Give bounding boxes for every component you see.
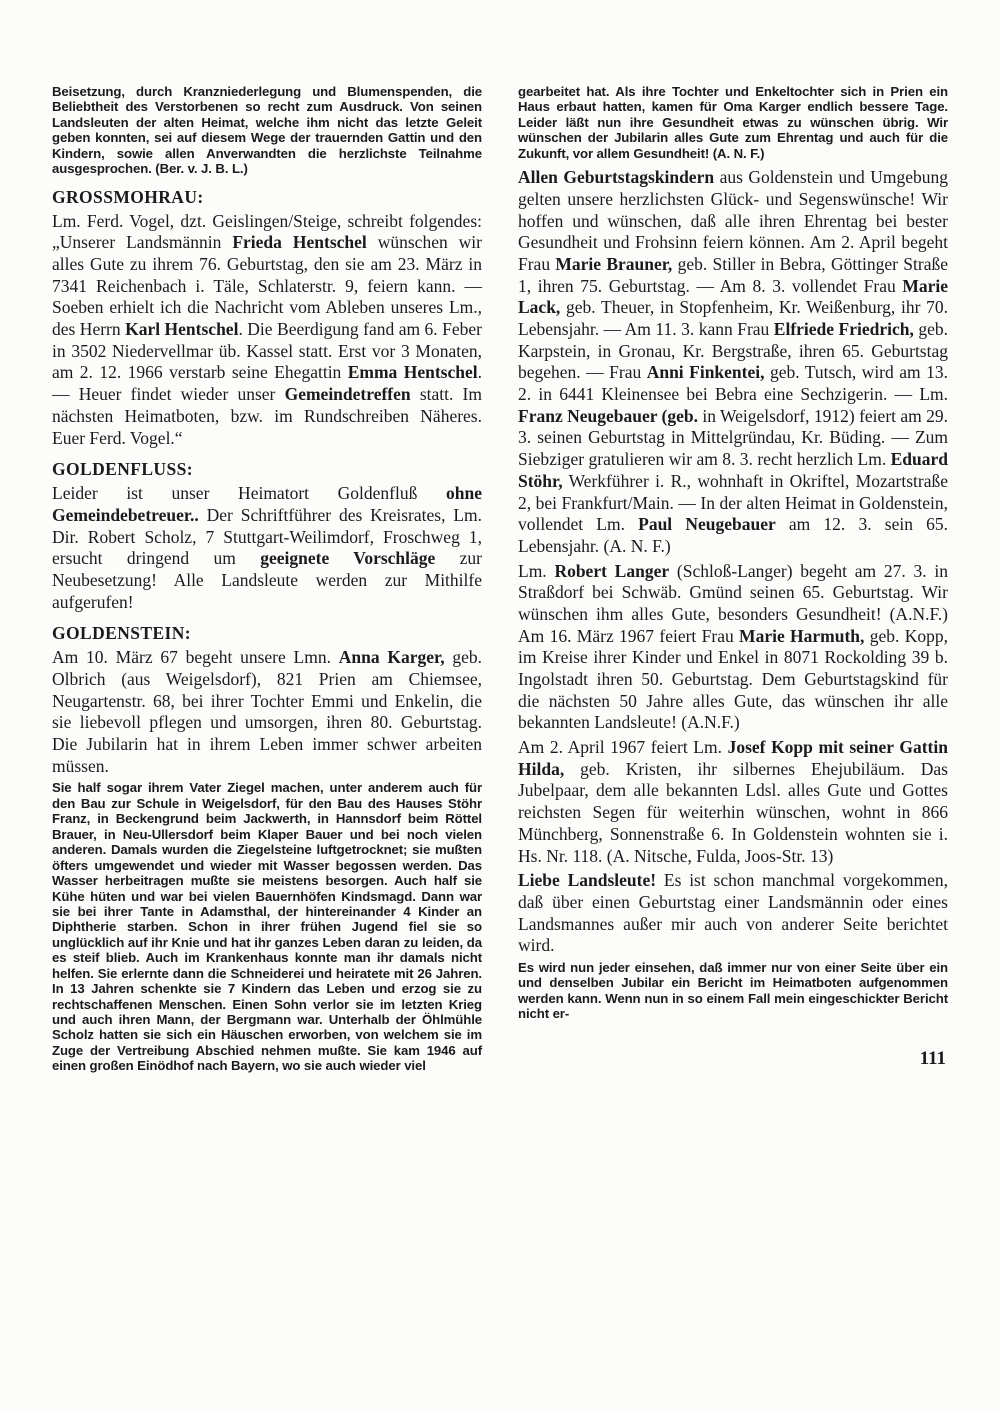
continued-obituary-paragraph: Beisetzung, durch Kranzniederlegung und Blumenspenden, die Beliebtheit des Verstorbenen so recht zum Ausdruck. Von seinen Landsleuten der alten Heimat, welche ihm nicht das letzte Geleit geben konnten, sei auf diesem Wege der trauernden Gattin und den Kindern, sowie allen Anverwandten die herzlichste Teilnahme ausgesprochen. (Ber. v. J. B. L.) — [52, 84, 482, 177]
right-column — [518, 84, 948, 1080]
kopp-anniversary-paragraph: Am 2. April 1967 feiert Lm. Josef Kopp mit seiner Gattin Hilda, geb. Kristen, ihr silbernes Ehejubiläum. Das Jubelpaar, dem alle bekannten Ldsl. alles Gute und Gottes reichsten Segen für weiterhin wünschen, wohnt in 866 Münchberg, Sonnenstraße 6. In Goldenstein wohnten sie i. Hs. Nr. 118. (A. Nitsche, Fulda, Joos-Str. 13) — [518, 737, 948, 866]
goldenfluss-paragraph: Leider ist unser Heimatort Goldenfluß ohne Gemeindebetreuer.. Der Schriftführer des Kreisrates, Lm. Dir. Robert Scholz, 7 Stuttgart-Weilimdorf, Froschweg 1, ersucht dringend um geeignete Vorschläge zur Neubesetzung! Alle Landsleute werden zur Mithilfe aufgerufen! — [52, 483, 482, 612]
continued-biography-paragraph: gearbeitet hat. Als ihre Tochter und Enkeltochter sich in Prien ein Haus erbaut hatten, kamen für Oma Karger endlich bessere Tage. Leider läßt nun ihre Gesundheit etwas zu wünschen übrig. Wir wünschen der Jubilarin alles Gute zum Ehrentag und auch für die Zukunft, vor allem Gesundheit! (A. N. F.) — [518, 84, 948, 161]
biography-paragraph: Sie half sogar ihrem Vater Ziegel machen, unter anderem auch für den Bau zur Schule in Weigelsdorf, für den Bau des Hauses Stöhr Franz, in Beckengrund beim Jackwerth, in Hannsdorf beim Röttel Brauer, in Neu-Ullersdorf beim Klaper Bauer und bei noch vielen anderen. Damals wurden die Ziegelsteine luftgetrocknet; sie mußten öfters umgewendet und wieder mit Wasser begossen werden. Das Wasser herbeitragen mußte sie meistens besorgen. Auch half sie Kühe hüten und war bei vielen Bauernhöfen Kindsmagd. Dann war sie bei ihrer Tante in Adamsthal, der hintereinander 4 Kinder an Diphtherie starben. Schon in ihrer frühen Jugend fiel sie so unglücklich auf ihr Knie und hat ihr ganzes Leben daran zu leiden, da es steif blieb. Auch im Krankenhaus konnte man ihr damals nicht helfen. Sie erlernte dann die Schneiderei und heiratete mit 26 Jahren. In 13 Jahren schenkte sie 7 Kindern das Leben und erzog sie zu rechtschaffenen Menschen. Einen Sohn verlor sie im letzten Krieg und auch ihren Mann, der Bergmann war. Unterhalb der Öhlmühle Scholz hatten sie sich ein Häuschen erworben, von welchem sie im Zuge der Vertreibung Abschied nehmen mußte. Sie kam 1946 auf einen großen Einödhof nach Bayern, wo sie auch wieder viel — [52, 780, 482, 1074]
goldenstein-paragraph: Am 10. März 67 begeht unsere Lmn. Anna Karger, geb. Olbrich (aus Weigelsdorf), 821 Prien am Chiemsee, Neugartenstr. 68, bei ihrer Tochter Emmi und Enkelin, die sie liebevoll pflegen und umsorgen, ihren 80. Geburtstag. Die Jubilarin hat in ihrem Leben immer schwer arbeiten müssen. — [52, 647, 482, 776]
section-heading-grossmohrau: GROSSMOHRAU: — [52, 186, 204, 207]
grossmohrau-paragraph: Lm. Ferd. Vogel, dzt. Geislingen/Steige, schreibt folgendes: „Unserer Landsmännin Frieda Hentschel wünschen wir alles Gute zu ihrem 76. Geburtstag, den sie am 23. März in 7341 Reichenbach i. Täle, Schlaterstr. 9, feiern kann. — Soeben erhielt ich die Nachricht vom Ableben unseres Lm., des Herrn Karl Hentschel. Die Beerdigung fand am 6. Feber in 3502 Niedervellmar üb. Kassel statt. Erst vor 3 Monaten, am 2. 12. 1966 verstarb seine Ehegattin Emma Hentschel. — Heuer findet wieder unser Gemeindetreffen statt. Im nächsten Heimatboten, bzw. im Rundschreiben Näheres. Euer Ferd. Vogel.“ — [52, 210, 483, 448]
editor-note-paragraph: Es wird nun jeder einsehen, daß immer nur von einer Seite über ein und denselben Jubilar ein Bericht im Heimatboten aufgenommen werden kann. Wenn nun in so einem Fall mein eingeschickter Bericht nicht er- — [518, 959, 948, 1022]
section-heading-goldenfluss: GOLDENFLUSS: — [52, 459, 193, 480]
two-column-layout — [52, 84, 948, 1080]
left-column — [52, 84, 482, 1080]
section-heading-goldenstein: GOLDENSTEIN: — [52, 623, 191, 644]
liebe-landsleute-paragraph: Liebe Landsleute! Es ist schon manchmal vorgekommen, daß über einen Geburtstag einer Landsmännin oder eines Landsmannes außer mir auch von anderer Seite berichtet wird. — [518, 870, 948, 956]
page-number: 111 — [919, 1047, 946, 1069]
langer-harmuth-paragraph: Lm. Robert Langer (Schloß-Langer) begeht am 27. 3. in Straßdorf bei Schwäb. Gmünd seinen 65. Geburtstag. Wir wünschen ihm alles Gute, besonders Gesundheit! (A.N.F.) Am 16. März 1967 feiert Frau Marie Harmuth, geb. Kopp, im Kreise ihrer Kinder und Enkel in 8071 Rockolding 39 b. Ingolstadt ihren 50. Geburtstag. Dem Geburtstagskind für die nächsten 50 Jahre alles Gute, das wünschen ihr alle bekannten Landsleute! (A.N.F.) — [518, 560, 948, 733]
birthday-wishes-paragraph: Allen Geburtstagskindern aus Goldenstein und Umgebung gelten unsere herzlichsten Glück- und Segenswünsche! Wir hoffen und wünschen, daß alle ihren Ehrentag bei bester Gesundheit und Frohsinn feiern können. Am 2. April begeht Frau Marie Brauner, geb. Stiller in Bebra, Göttinger Straße 1, ihren 75. Geburtstag. — Am 8. 3. vollendet Frau Marie Lack, geb. Theuer, in Stopfenheim, Kr. Weißenburg, ihr 70. Lebensjahr. — Am 11. 3. kann Frau Elfriede Friedrich, geb. Karpstein, in Gronau, Kr. Bergstraße, ihren 65. Geburtstag begehen. — Frau Anni Finkentei, geb. Tutsch, wird am 13. 2. in 6441 Kleinensee bei Bebra eine Sechzigerin. — Lm. Franz Neugebauer (geb. in Weigelsdorf, 1912) feiert am 29. 3. seinen Geburtstag in Mittelgründau, Kr. Büding. — Zum Siebziger gratulieren wir am 8. 3. recht herzlich Lm. Eduard Stöhr, Werkführer i. R., wohnhaft in Okriftel, Mozartstraße 2, bei Frankfurt/Main. — In der alten Heimat in Goldenstein, vollendet Lm. Paul Neugebauer am 12. 3. sein 65. Lebensjahr. (A. N. F.) — [518, 167, 949, 556]
